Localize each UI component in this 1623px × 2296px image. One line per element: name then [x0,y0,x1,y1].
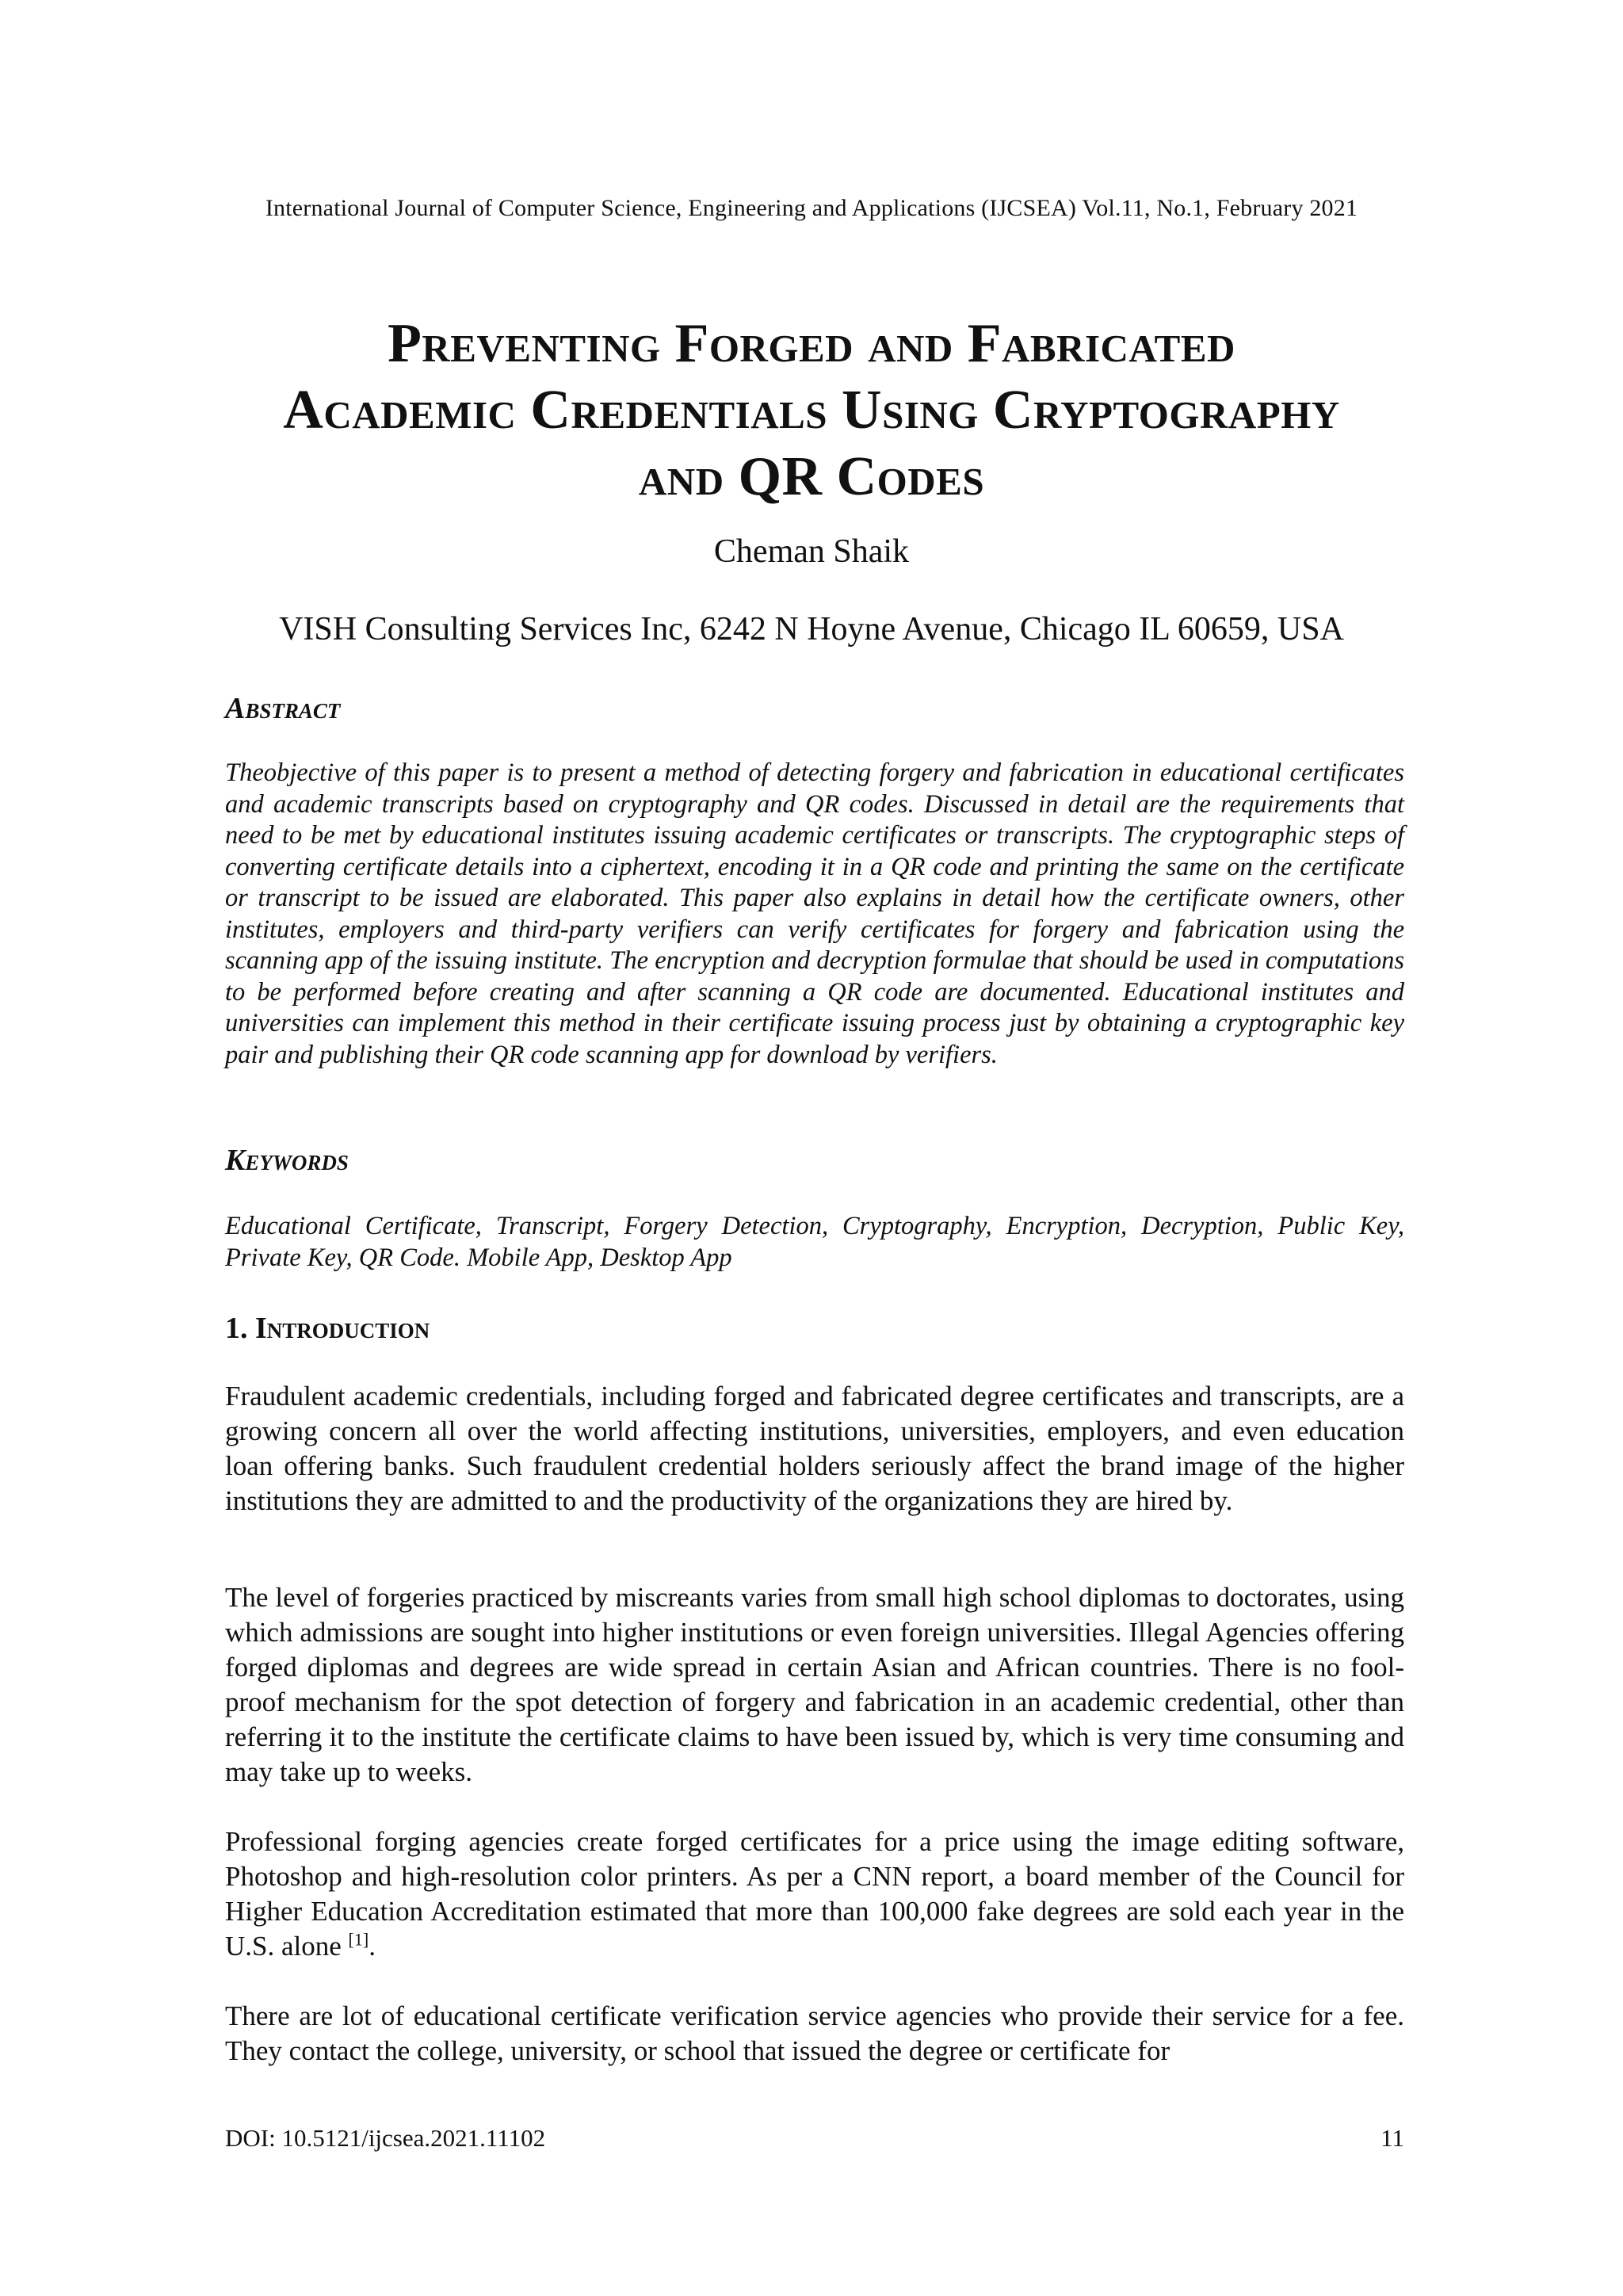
journal-header: International Journal of Computer Science, Engineering and Applications (IJCSEA) Vol.11, No.1, February 2021 [265,195,1358,221]
abstract-heading: Abstract [225,692,341,725]
footer-doi: DOI: 10.5121/ijcsea.2021.11102 [225,2124,546,2152]
intro-paragraph-3-text: Professional forging agencies create forged certificates for a price using the image editing software, Photoshop and high-resolution color printers. As per a CNN report, a board member of the Council for Higher Education Accreditation estimated that more than 100,000 fake degrees are sold each year in the U.S. alone [225,1826,1404,1962]
introduction-heading: 1. Introduction [225,1312,430,1345]
intro-paragraph-3 [225,1824,1404,1964]
abstract-text: Theobjective of this paper is to present a method of detecting forgery and fabrication in educational certificates and academic transcripts based on cryptography and QR codes. Discussed in detail are the requirements that need to be met by educational institutes issuing academic certificates or transcripts. The cryptographic steps of converting certificate details into a ciphertext, encoding it in a QR code and printing the same on the certificate or transcript to be issued are elaborated. This paper also explains in detail how the certificate owners, other institutes, employers and third-party verifiers can verify certificates for forgery and fabrication using the scanning app of the issuing institute. The encryption and decryption formulae that should be used in computations to be performed before creating and after scanning a QR code are documented. Educational institutes and universities can implement this method in their certificate issuing process just by obtaining a cryptographic key pair and publishing their QR code scanning app for download by verifiers. [225,758,1404,1069]
author-name: Cheman Shaik [713,533,910,570]
keywords-text: Educational Certificate, Transcript, Forgery Detection, Cryptography, Encryption, Decryption, Public Key, Private Key, QR Code. Mobile App, Desktop App [225,1212,1404,1272]
title-line: Preventing Forged and Fabricated [388,313,1235,374]
citation-ref: [1] [348,1929,369,1950]
intro-paragraph-4: There are lot of educational certificate verification service agencies who provide their service for a fee. They contact the college, university, or school that issued the degree or certificate for [225,2000,1404,2066]
title-line: and QR Codes [638,446,985,507]
intro-paragraph-1: Fraudulent academic credentials, including forged and fabricated degree certificates and transcripts, are a growing concern all over the world affecting institutions, universities, employers, and even education loan offering banks. Such fraudulent credential holders seriously affect the brand image of the higher institutions they are admitted to and the productivity of the organizations they are hired by. [225,1381,1404,1516]
keywords-heading: Keywords [225,1144,349,1177]
author-affiliation: VISH Consulting Services Inc, 6242 N Hoyne Avenue, Chicago IL 60659, USA [279,611,1344,648]
intro-paragraph-3-end: . [369,1931,376,1962]
page-number: 11 [1381,2124,1404,2152]
title-line: Academic Credentials Using Cryptography [283,380,1340,441]
intro-paragraph-2: The level of forgeries practiced by miscreants varies from small high school diplomas to doctorates, using which admissions are sought into higher institutions or even foreign universities. Illegal Agencies offering forged diplomas and degrees are wide spread in certain Asian and African countries. There is no fool-proof mechanism for the spot detection of forgery and fabrication in an academic credential, other than referring it to the institute the certificate claims to have been issued by, which is very time consuming and may take up to weeks. [225,1582,1404,1787]
paper-title [174,311,1449,510]
